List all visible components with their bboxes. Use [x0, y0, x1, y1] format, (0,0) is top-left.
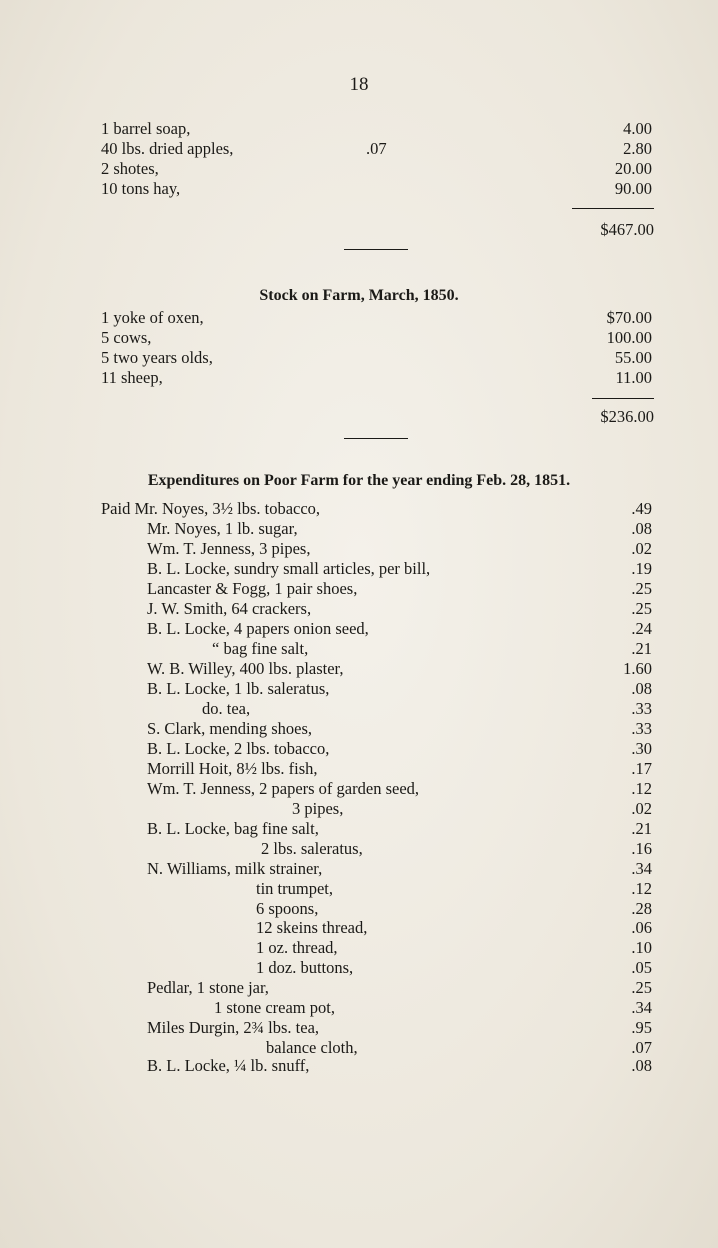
expenditure-amount: .17 — [631, 759, 652, 778]
sum-rule — [572, 208, 654, 209]
expenditure-amount: .28 — [631, 899, 652, 918]
expenditure-amount: .24 — [631, 619, 652, 638]
expenditure-amount: .08 — [631, 679, 652, 698]
top-item-amount: 20.00 — [614, 159, 652, 178]
expenditure-label: S. Clark, mending shoes, — [147, 719, 312, 738]
top-item-label: 40 lbs. dried apples, — [101, 139, 234, 158]
expenditure-amount: .02 — [631, 539, 652, 558]
expenditure-label: 2 lbs. saleratus, — [261, 839, 363, 858]
expenditure-label: 3 pipes, — [292, 799, 344, 818]
expenditure-label: Morrill Hoit, 8½ lbs. fish, — [147, 759, 318, 778]
stock-item-amount: 11.00 — [615, 368, 652, 387]
expenditure-amount: .49 — [631, 499, 652, 518]
top-item-label: 2 shotes, — [101, 159, 159, 178]
expenditure-label: Wm. T. Jenness, 2 papers of garden seed, — [147, 779, 420, 798]
expenditure-label: 6 spoons, — [256, 899, 319, 918]
sum-rule — [592, 398, 654, 399]
expenditure-label: Paid Mr. Noyes, 3½ lbs. tobacco, — [101, 499, 321, 518]
top-item-label: 10 tons hay, — [101, 179, 181, 198]
expenditure-amount: .34 — [631, 859, 652, 878]
expenditure-label: B. L. Locke, 4 papers onion seed, — [147, 619, 369, 638]
expenditure-label: Pedlar, 1 stone jar, — [147, 978, 269, 997]
expenditure-label: B. L. Locke, sundry small articles, per bill, — [147, 559, 431, 578]
top-item-amount: 2.80 — [623, 139, 652, 158]
expenditure-amount: .95 — [631, 1018, 652, 1037]
page-number: 18 — [349, 74, 369, 95]
expenditure-amount: .33 — [631, 719, 652, 738]
expenditure-amount: .33 — [631, 699, 652, 718]
expenditure-amount: .21 — [631, 639, 652, 658]
top-item-amount: 4.00 — [623, 119, 652, 138]
expenditure-amount: .12 — [631, 879, 652, 898]
top-item-label: 1 barrel soap, — [101, 119, 191, 138]
stock-heading: Stock on Farm, March, 1850. — [259, 287, 459, 304]
expenditure-amount: 1.60 — [623, 659, 652, 678]
expenditure-amount: .08 — [631, 1056, 652, 1075]
expenditure-amount: .07 — [631, 1038, 652, 1057]
expenditure-label: B. L. Locke, bag fine salt, — [147, 819, 319, 838]
expenditure-amount: .34 — [631, 998, 652, 1017]
expenditure-amount: .02 — [631, 799, 652, 818]
expenditure-label: 12 skeins thread, — [256, 918, 368, 937]
stock-total: $236.00 — [600, 407, 654, 426]
stock-item-amount: 55.00 — [614, 348, 652, 367]
stock-item-label: 5 cows, — [101, 328, 152, 347]
expenditure-amount: .06 — [631, 918, 652, 937]
expenditure-label: 1 doz. buttons, — [256, 958, 354, 977]
expenditure-amount: .12 — [631, 779, 652, 798]
expenditure-amount: .19 — [631, 559, 652, 578]
expenditure-label: 1 oz. thread, — [256, 938, 338, 957]
expenditure-amount: .05 — [631, 958, 652, 977]
expenditures-heading: Expenditures on Poor Farm for the year ending Feb. 28, 1851. — [147, 472, 571, 489]
expenditure-label: Lancaster & Fogg, 1 pair shoes, — [147, 579, 358, 598]
expenditure-label: do. tea, — [202, 699, 251, 718]
expenditure-label: Wm. T. Jenness, 3 pipes, — [147, 539, 311, 558]
expenditure-amount: .16 — [631, 839, 652, 858]
section-divider — [344, 438, 408, 439]
stock-item-label: 1 yoke of oxen, — [101, 308, 204, 327]
stock-item-label: 11 sheep, — [101, 368, 163, 387]
stock-item-label: 5 two years olds, — [101, 348, 213, 367]
expenditure-amount: .25 — [631, 978, 652, 997]
expenditure-label: J. W. Smith, 64 crackers, — [147, 599, 312, 618]
expenditure-label: Mr. Noyes, 1 lb. sugar, — [147, 519, 298, 538]
expenditure-label: B. L. Locke, 1 lb. saleratus, — [147, 679, 330, 698]
top-item-amount: 90.00 — [614, 179, 652, 198]
expenditure-label: W. B. Willey, 400 lbs. plaster, — [147, 659, 344, 678]
top-total: $467.00 — [600, 220, 654, 239]
expenditure-label: B. L. Locke, 2 lbs. tobacco, — [147, 739, 330, 758]
expenditure-amount: .10 — [631, 938, 652, 957]
expenditure-label: tin trumpet, — [256, 879, 333, 898]
expenditure-amount: .25 — [631, 599, 652, 618]
stock-item-amount: $70.00 — [606, 308, 652, 327]
expenditure-amount: .25 — [631, 579, 652, 598]
expenditure-label: Miles Durgin, 2¾ lbs. tea, — [147, 1018, 320, 1037]
expenditure-amount: .30 — [631, 739, 652, 758]
expenditure-amount: .21 — [631, 819, 652, 838]
expenditure-amount: .08 — [631, 519, 652, 538]
section-divider — [344, 249, 408, 250]
expenditure-label: 1 stone cream pot, — [214, 998, 335, 1017]
top-item-rate: .07 — [366, 139, 387, 158]
stock-item-amount: 100.00 — [606, 328, 652, 347]
expenditure-label: B. L. Locke, ¼ lb. snuff, — [147, 1056, 310, 1075]
expenditure-label: N. Williams, milk strainer, — [147, 859, 323, 878]
expenditure-label: “ bag fine salt, — [212, 639, 309, 658]
expenditure-label: balance cloth, — [266, 1038, 358, 1057]
